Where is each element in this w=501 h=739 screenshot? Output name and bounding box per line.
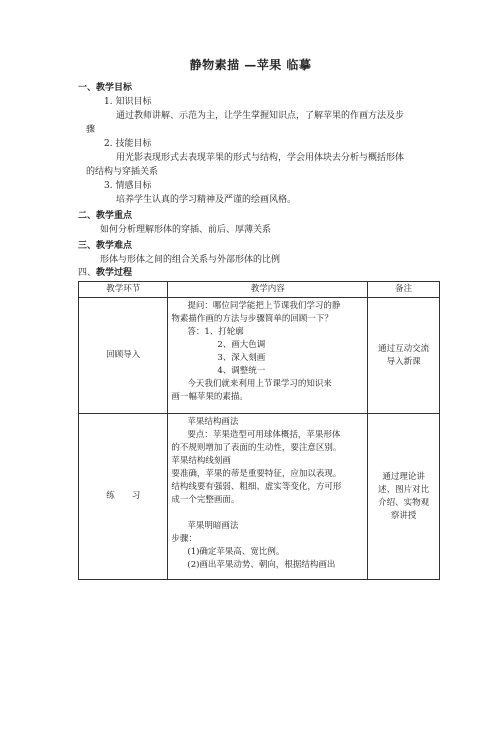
note-line: 通过互动交流 <box>378 343 430 354</box>
table-header-row <box>79 282 440 298</box>
header-content: 教学内容 <box>168 282 368 298</box>
content-cell <box>168 414 368 580</box>
content-line: 2、画大色调 <box>217 340 266 350</box>
content-line: (1)确定苹果高、宽比例。 <box>187 547 285 557</box>
content-line: 要准确，苹果的蒂是重要特征，应加以表现。 <box>171 469 342 479</box>
content-line: 成一个完整画面。 <box>171 495 240 505</box>
content-line: 今天我们就来利用上节课学习的知识来 <box>187 379 332 389</box>
content-line: (2)画出苹果动势、朝向，根据结构画出 <box>187 560 336 570</box>
content-line <box>171 507 364 520</box>
table-row <box>79 298 440 414</box>
content-cell <box>168 298 368 414</box>
content-line: 苹果明暗画法 <box>187 521 239 531</box>
content-line: 苹果结构画法 <box>187 417 239 427</box>
content-line: 苹果结构线刻画 <box>171 456 231 466</box>
emotion-goal-text: 培养学生认真的学习精神及严谨的绘画风格。 <box>116 195 297 205</box>
skill-goal-text-cont: 的结构与穿插关系 <box>86 167 159 177</box>
heading-key-points: 二、教学重点 <box>78 211 133 221</box>
content-line: 的不规则增加了表面的生动性，要注意区别。 <box>171 443 342 453</box>
note-line: 介绍、实物观 <box>378 497 430 508</box>
stage-cell: 练 习 <box>79 414 168 580</box>
knowledge-goal-text: 通过教师讲解、示范为主，让学生掌握知识点，了解苹果的作画方法及步 <box>116 111 405 121</box>
heading-teaching-goals: 一、教学目标 <box>78 83 133 93</box>
header-stage: 教学环节 <box>79 282 168 298</box>
content-line: 要点：苹果造型可用球体概括，苹果形体 <box>187 430 341 440</box>
note-line: 导入新课 <box>386 356 421 367</box>
teaching-process-table <box>78 281 440 580</box>
skill-goal-text: 用光影表现形式去表现苹果的形式与结构，学会用体块去分析与概括形体 <box>116 153 405 163</box>
content-line: 步骤： <box>171 534 197 544</box>
subheading-knowledge-goal: 1. 知识目标 <box>104 97 152 107</box>
content-line: 结构线要有强弱、粗细、虚实等变化，方可形 <box>171 482 342 492</box>
content-line: 提问：哪位同学能把上节课我们学习的静 <box>187 301 341 311</box>
content-line: 4、调整统一 <box>217 366 266 376</box>
note-line: 通过理论讲 <box>382 471 425 482</box>
document-title: 静物素描 —苹果 临摹 <box>189 58 312 72</box>
heading-label: 教学过程 <box>96 268 133 278</box>
content-line: 答：1、打轮廓 <box>187 327 244 337</box>
difficulties-text: 形体与形体之间的组合关系与外部形体的比例 <box>100 255 281 265</box>
heading-difficulties: 三、教学难点 <box>78 241 133 251</box>
notes-cell <box>368 414 440 580</box>
notes-cell <box>368 298 440 414</box>
key-points-text: 如何分析理解形体的穿插、前后、厚薄关系 <box>100 225 272 235</box>
header-notes: 备注 <box>368 282 440 298</box>
subheading-emotion-goal: 3. 情感目标 <box>104 181 152 191</box>
heading-teaching-process <box>78 267 132 280</box>
table-row <box>79 414 440 580</box>
heading-prefix: 四、 <box>78 268 97 278</box>
stage-cell: 回顾导入 <box>79 298 168 414</box>
content-line: 3、深入刻画 <box>217 353 266 363</box>
subheading-skill-goal: 2. 技能目标 <box>104 139 152 149</box>
knowledge-goal-text-cont: 骤 <box>86 125 96 135</box>
content-line: 物素描作画的方法与步骤简单的回顾一下？ <box>171 314 333 324</box>
note-line: 述、图片对比 <box>378 484 430 495</box>
note-line: 察讲授 <box>390 510 417 521</box>
content-line: 画一幅苹果的素描。 <box>171 392 248 402</box>
